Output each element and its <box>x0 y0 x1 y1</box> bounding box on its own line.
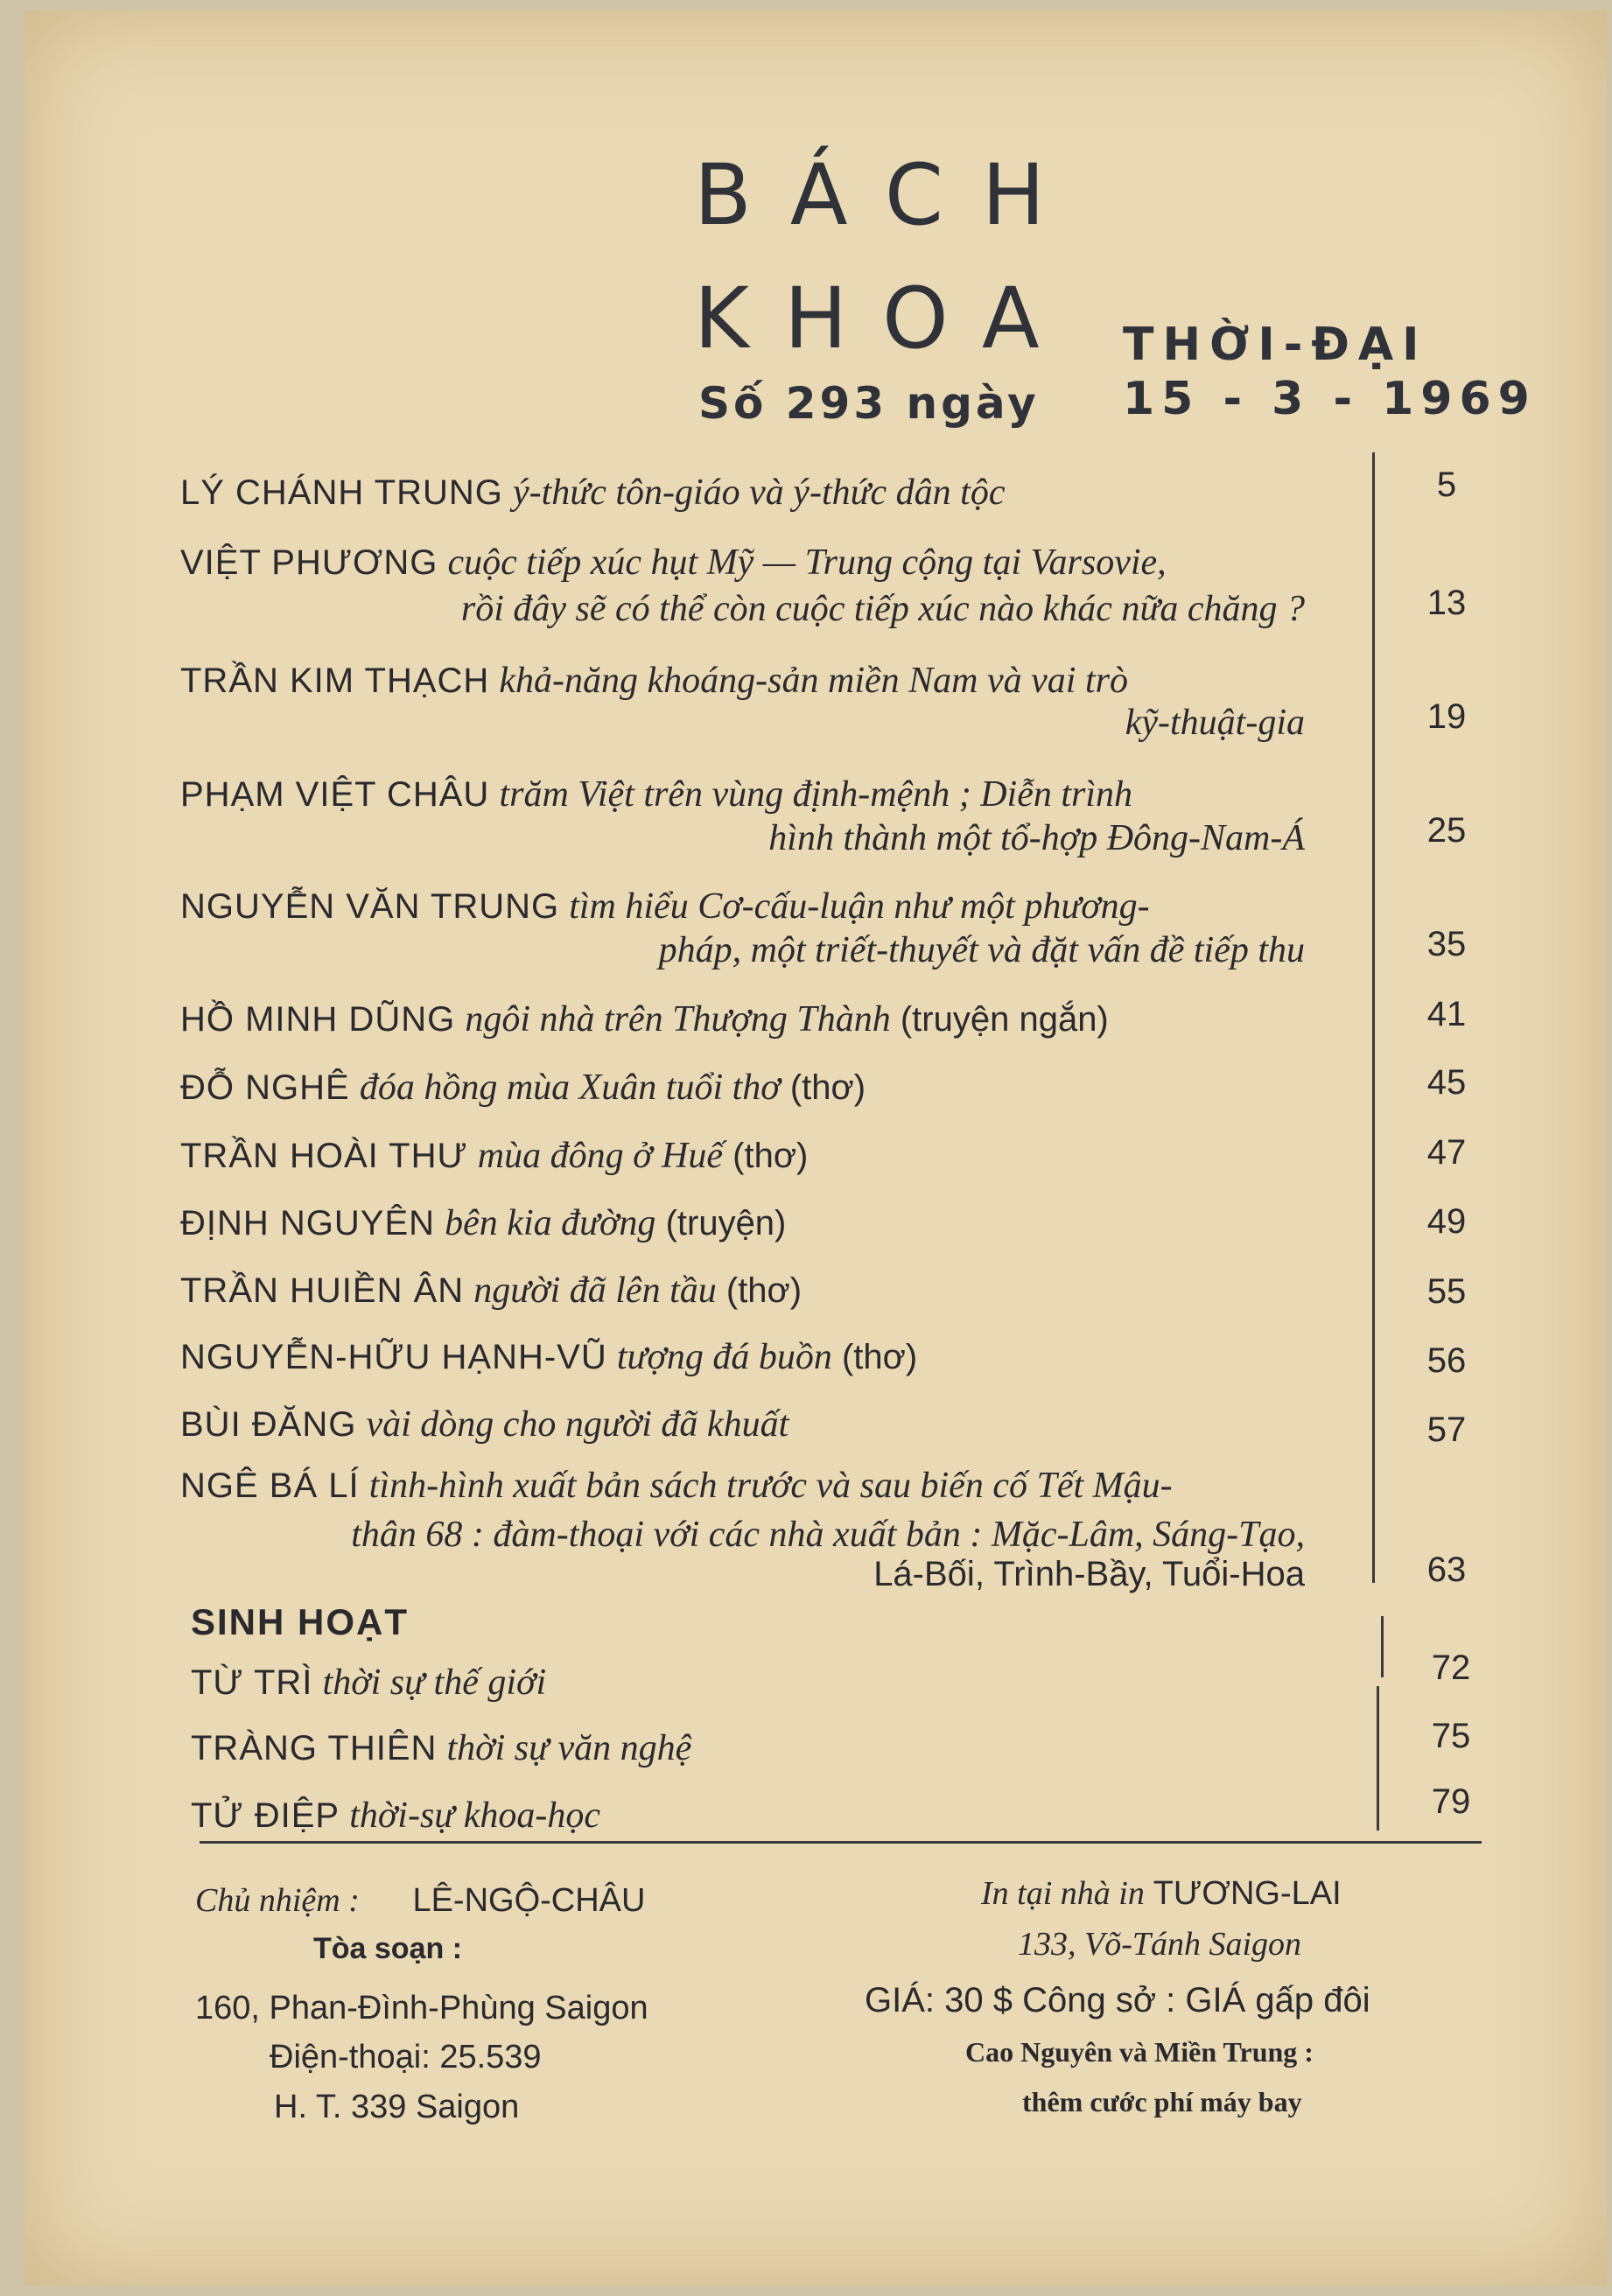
toc-author: NGUYỄN-HỮU HẠNH-VŨ <box>180 1338 607 1376</box>
toc-page-number: 47 <box>1426 1133 1467 1172</box>
toc-title: bên kia đường <box>445 1203 656 1243</box>
toc-entry <box>180 1069 866 1106</box>
director-name: LÊ-NGỘ-CHÂU <box>412 1882 646 1919</box>
toc-page-number: 41 <box>1426 995 1467 1033</box>
toc-entry <box>180 1272 802 1309</box>
toc-page-number: 56 <box>1426 1341 1467 1380</box>
toc-title-continuation: hình thành một tổ-hợp Đông-Nam-Á <box>768 818 1305 858</box>
magazine-page <box>25 10 1607 2286</box>
toc-author: NGUYỄN VĂN TRUNG <box>180 887 560 926</box>
toc-entry <box>180 474 1005 511</box>
section-page-number: 75 <box>1431 1717 1471 1755</box>
toc-title: đóa hồng mùa Xuân tuổi thơ <box>359 1068 781 1108</box>
toc-entry <box>180 776 1132 813</box>
toc-author: PHẠM VIỆT CHÂU <box>180 775 490 814</box>
toc-title-continuation: pháp, một triết-thuyết và đặt vấn đề tiếp thu <box>658 930 1305 970</box>
toc-entry <box>180 662 1128 699</box>
section-title: thời-sự khoa-học <box>349 1796 600 1836</box>
toc-page-number: 5 <box>1436 466 1457 504</box>
toc-page-number: 57 <box>1426 1410 1467 1449</box>
section-title: thời sự thế giới <box>322 1662 547 1703</box>
footer-divider <box>200 1841 1482 1844</box>
printer-prefix: In tại nhà in <box>981 1875 1145 1912</box>
office-label: Tòa soạn : <box>313 1932 463 1965</box>
toc-author: BÙI ĐĂNG <box>180 1405 357 1444</box>
regional-note-2: thêm cước phí máy bay <box>1022 2086 1302 2118</box>
printer-line <box>981 1874 1342 1913</box>
toc-divider <box>1372 452 1375 1583</box>
toc-entry <box>180 544 1167 581</box>
section-author: TRÀNG THIÊN <box>191 1729 438 1768</box>
section-author: TỪ TRÌ <box>191 1663 313 1702</box>
toc-title-continuation: thân 68 : đàm-thoại với các nhà xuất bản : Mặc-Lâm, Sáng-Tạo, <box>351 1515 1305 1555</box>
toc-title: người đã lên tầu <box>473 1270 717 1311</box>
printer-name: TƯƠNG-LAI <box>1153 1875 1342 1912</box>
toc-page-number: 49 <box>1426 1202 1467 1241</box>
masthead-tagline: THỜI-ĐẠI <box>1123 318 1428 371</box>
masthead-title-line1: BÁCH <box>694 146 1084 244</box>
issue-number: Số 293 ngày <box>698 378 1040 429</box>
regional-note-1: Cao Nguyên và Miền Trung : <box>965 2036 1314 2068</box>
toc-author: TRẦN HUIỀN ÂN <box>180 1271 465 1310</box>
section-entry <box>191 1797 600 1834</box>
director-label: Chủ nhiệm : <box>195 1882 360 1919</box>
toc-title: ý-thức tôn-giáo và ý-thức dân tộc <box>513 472 1006 513</box>
toc-page-number: 13 <box>1426 584 1467 622</box>
section-page-number: 79 <box>1431 1782 1471 1821</box>
director-line <box>195 1881 645 1920</box>
toc-page-number: 55 <box>1426 1272 1467 1311</box>
toc-genre: (thơ) <box>725 1271 802 1310</box>
toc-title-continuation: Lá-Bối, Trình-Bầy, Tuổi-Hoa <box>873 1555 1305 1593</box>
toc-genre: (truyện) <box>665 1204 787 1242</box>
toc-page-number: 63 <box>1426 1550 1467 1589</box>
section-heading: SINH HOẠT <box>191 1601 409 1642</box>
toc-page-number: 19 <box>1426 697 1467 736</box>
toc-author: HỒ MINH DŨNG <box>180 1000 456 1039</box>
toc-title: khả-năng khoáng-sản miền Nam và vai trò <box>499 661 1128 701</box>
toc-title: mùa đông ở Huế <box>477 1136 724 1176</box>
toc-genre: (thơ) <box>841 1338 918 1376</box>
price-line: GIÁ: 30 $ Công sở : GIÁ gấp đôi <box>865 1981 1370 2020</box>
toc-author: TRẦN KIM THẠCH <box>180 662 490 700</box>
toc-title: ngôi nhà trên Thượng Thành <box>465 999 891 1040</box>
printer-address: 133, Võ-Tánh Saigon <box>1018 1926 1302 1963</box>
toc-author: LÝ CHÁNH TRUNG <box>180 473 503 512</box>
toc-page-number: 35 <box>1426 925 1467 963</box>
toc-author: TRẦN HOÀI THƯ <box>180 1137 468 1175</box>
office-address: 160, Phan-Đình-Phùng Saigon <box>195 1990 648 2026</box>
toc-title: tượng đá buồn <box>616 1337 832 1377</box>
toc-genre: (thơ) <box>789 1068 866 1107</box>
section-divider-top <box>1381 1616 1384 1677</box>
toc-entry <box>180 1406 788 1443</box>
toc-genre: (truyện ngắn) <box>900 1000 1109 1039</box>
section-entry <box>191 1664 546 1701</box>
toc-author: ĐỊNH NGUYÊN <box>180 1204 436 1242</box>
toc-entry <box>180 1339 917 1376</box>
toc-page-number: 25 <box>1426 811 1467 850</box>
section-divider-bottom <box>1377 1686 1379 1830</box>
section-author: TỬ ĐIỆP <box>191 1796 340 1835</box>
section-page-number: 72 <box>1431 1648 1471 1687</box>
section-title: thời sự văn nghệ <box>446 1728 692 1768</box>
toc-entry <box>180 1001 1109 1038</box>
toc-title-continuation: rồi đây sẽ có thể còn cuộc tiếp xúc nào khác nữa chăng ? <box>460 589 1305 629</box>
toc-entry <box>180 1138 808 1174</box>
toc-entry <box>180 1205 786 1242</box>
toc-author: NGÊ BÁ LÍ <box>180 1466 360 1505</box>
section-entry <box>191 1730 691 1767</box>
toc-title: tình-hình xuất bản sách trước và sau biến cố Tết Mậu- <box>368 1466 1173 1506</box>
masthead-title-line2: KHOA <box>694 270 1075 368</box>
office-phone: Điện-thoại: 25.539 <box>270 2039 542 2076</box>
toc-title-continuation: kỹ-thuật-gia <box>1125 703 1305 743</box>
toc-title: tìm hiểu Cơ-cấu-luận như một phương- <box>569 886 1150 927</box>
issue-date: 15 - 3 - 1969 <box>1123 373 1537 425</box>
toc-title: cuộc tiếp xúc hụt Mỹ — Trung cộng tại Varsovie, <box>447 542 1167 583</box>
office-pobox: H. T. 339 Saigon <box>274 2089 520 2125</box>
toc-genre: (thơ) <box>732 1137 809 1175</box>
toc-author: ĐỖ NGHÊ <box>180 1068 350 1107</box>
toc-author: VIỆT PHƯƠNG <box>180 543 438 582</box>
toc-entry <box>180 888 1150 925</box>
toc-page-number: 45 <box>1426 1063 1467 1102</box>
toc-title: trăm Việt trên vùng định-mệnh ; Diễn trình <box>499 774 1133 815</box>
toc-entry <box>180 1467 1173 1504</box>
toc-title: vài dòng cho người đã khuất <box>366 1404 789 1445</box>
